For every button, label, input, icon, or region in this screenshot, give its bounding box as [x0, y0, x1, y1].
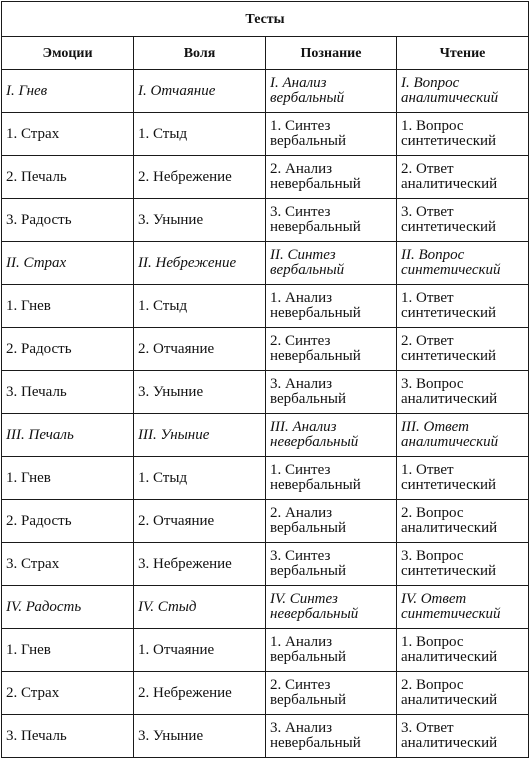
- cell-will: I. Отчаяние: [134, 70, 266, 113]
- cell-cognition: II. Синтез вербальный: [266, 242, 397, 285]
- cell-reading: IV. Ответ синтетический: [397, 586, 529, 629]
- cell-will: IV. Стыд: [134, 586, 266, 629]
- cell-will: 2. Небрежение: [134, 672, 266, 715]
- cell-will: 1. Отчаяние: [134, 629, 266, 672]
- table-row: [2, 328, 529, 371]
- cell-will: 3. Уныние: [134, 371, 266, 414]
- table-category-row: [2, 414, 529, 457]
- column-header-emotions: Эмоции: [2, 37, 134, 70]
- cell-cognition: I. Анализ вербальный: [266, 70, 397, 113]
- cell-reading: 3. Вопрос синтетический: [397, 543, 529, 586]
- table-category-row: [2, 586, 529, 629]
- cell-emotions: 2. Страх: [2, 672, 134, 715]
- cell-reading: 2. Вопрос аналитический: [397, 500, 529, 543]
- cell-emotions: III. Печаль: [2, 414, 134, 457]
- cell-cognition: 1. Синтез вербальный: [266, 113, 397, 156]
- table-row: [2, 457, 529, 500]
- cell-will: 1. Стыд: [134, 457, 266, 500]
- table-title: Тесты: [2, 2, 529, 37]
- cell-reading: I. Вопрос аналитический: [397, 70, 529, 113]
- cell-cognition: 2. Синтез вербальный: [266, 672, 397, 715]
- cell-reading: 3. Ответ аналитический: [397, 715, 529, 758]
- table-row: [2, 371, 529, 414]
- cell-reading: 1. Ответ синтетический: [397, 285, 529, 328]
- cell-will: 2. Небрежение: [134, 156, 266, 199]
- cell-emotions: 3. Печаль: [2, 715, 134, 758]
- table-row: [2, 285, 529, 328]
- column-header-cognition: Познание: [266, 37, 397, 70]
- cell-cognition: 2. Анализ невербальный: [266, 156, 397, 199]
- cell-emotions: IV. Радость: [2, 586, 134, 629]
- cell-cognition: 3. Синтез невербальный: [266, 199, 397, 242]
- cell-cognition: III. Анализ невербальный: [266, 414, 397, 457]
- table-row: [2, 156, 529, 199]
- cell-will: 1. Стыд: [134, 285, 266, 328]
- cell-cognition: 3. Анализ вербальный: [266, 371, 397, 414]
- table-category-row: [2, 242, 529, 285]
- column-header-row: [2, 37, 529, 70]
- cell-reading: 1. Ответ синтетический: [397, 457, 529, 500]
- table-body: [2, 70, 529, 758]
- cell-emotions: 2. Радость: [2, 328, 134, 371]
- table-row: [2, 543, 529, 586]
- cell-will: 3. Уныние: [134, 715, 266, 758]
- cell-will: 2. Отчаяние: [134, 500, 266, 543]
- cell-will: III. Уныние: [134, 414, 266, 457]
- column-header-reading: Чтение: [397, 37, 529, 70]
- cell-cognition: 3. Синтез вербальный: [266, 543, 397, 586]
- cell-emotions: 3. Радость: [2, 199, 134, 242]
- cell-reading: III. Ответ аналитический: [397, 414, 529, 457]
- cell-will: II. Небрежение: [134, 242, 266, 285]
- cell-cognition: 2. Синтез невербальный: [266, 328, 397, 371]
- cell-cognition: IV. Синтез невербальный: [266, 586, 397, 629]
- cell-reading: 1. Вопрос аналитический: [397, 629, 529, 672]
- cell-emotions: 3. Страх: [2, 543, 134, 586]
- cell-emotions: 1. Гнев: [2, 285, 134, 328]
- cell-will: 1. Стыд: [134, 113, 266, 156]
- cell-will: 3. Уныние: [134, 199, 266, 242]
- cell-emotions: 1. Страх: [2, 113, 134, 156]
- table-row: [2, 199, 529, 242]
- cell-cognition: 2. Анализ вербальный: [266, 500, 397, 543]
- cell-reading: 2. Ответ синтетический: [397, 328, 529, 371]
- cell-reading: 3. Вопрос аналитический: [397, 371, 529, 414]
- cell-emotions: I. Гнев: [2, 70, 134, 113]
- cell-cognition: 1. Анализ вербальный: [266, 629, 397, 672]
- table-row: [2, 715, 529, 758]
- cell-will: 3. Небрежение: [134, 543, 266, 586]
- table-category-row: [2, 70, 529, 113]
- cell-reading: 2. Ответ аналитический: [397, 156, 529, 199]
- table-row: [2, 500, 529, 543]
- cell-will: 2. Отчаяние: [134, 328, 266, 371]
- tests-table: [1, 1, 529, 758]
- cell-cognition: 3. Анализ невербальный: [266, 715, 397, 758]
- cell-emotions: 1. Гнев: [2, 629, 134, 672]
- cell-cognition: 1. Анализ невербальный: [266, 285, 397, 328]
- cell-emotions: 2. Радость: [2, 500, 134, 543]
- cell-cognition: 1. Синтез невербальный: [266, 457, 397, 500]
- table-row: [2, 113, 529, 156]
- cell-emotions: II. Страх: [2, 242, 134, 285]
- cell-reading: 2. Вопрос аналитический: [397, 672, 529, 715]
- column-header-will: Воля: [134, 37, 266, 70]
- cell-reading: II. Вопрос синтетический: [397, 242, 529, 285]
- cell-emotions: 1. Гнев: [2, 457, 134, 500]
- cell-reading: 1. Вопрос синтетический: [397, 113, 529, 156]
- table-title-row: [2, 2, 529, 37]
- cell-emotions: 3. Печаль: [2, 371, 134, 414]
- table-row: [2, 629, 529, 672]
- cell-reading: 3. Ответ синтетический: [397, 199, 529, 242]
- table-row: [2, 672, 529, 715]
- cell-emotions: 2. Печаль: [2, 156, 134, 199]
